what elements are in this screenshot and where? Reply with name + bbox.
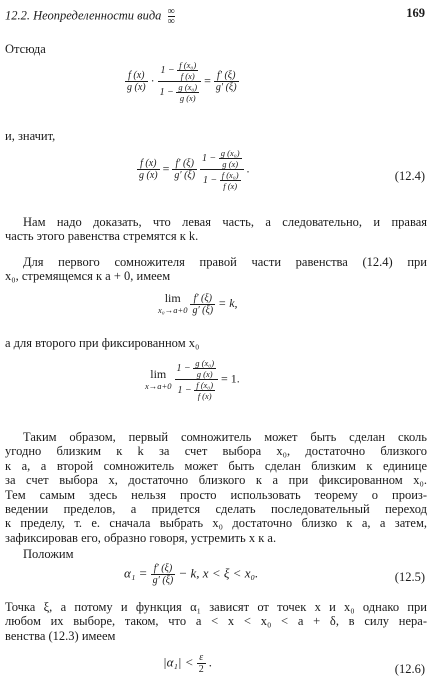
frac-eps-over-2 [197,652,206,675]
minus: − [184,384,192,396]
big-fraction [175,358,219,401]
minus: − [184,362,191,374]
frac-den: g′ (ξ) [215,82,237,93]
para3-line: за счет выбора x, достаточно близкого к a при фиксированном x₀. [5,473,427,488]
lim-word: lim [164,291,181,305]
para3-line: ведении пределов, а придется сделать последовательный переход [5,502,427,517]
lim-subscript: x→a+0 [145,380,172,391]
paragraph-3 [5,430,427,545]
lim-operator [145,368,172,392]
text-a-dlya: а для второго при фиксированном x₀ [5,336,200,350]
inner-den: f (x) [177,70,198,81]
para1-line1: Нам надо доказать, что левая часть, а следовательно, и правая [23,215,427,229]
big-num [158,60,202,81]
frac-den: g′ (ξ) [174,170,196,181]
frac-num: f (x) [140,158,157,169]
paragraph-4 [5,600,427,643]
text-i-znachit: и, значит, [5,129,56,143]
dot-op: · [150,73,155,88]
one: 1 [177,384,183,396]
big-num [200,148,244,169]
limit-equation-2 [145,358,240,401]
inner-frac-g [193,358,216,379]
frac-fp-over-gp [151,563,176,586]
frac-fp-over-gp [214,70,239,93]
inner-frac-g [219,148,242,169]
big-fraction [200,148,244,191]
frac-num: f (x) [128,70,145,81]
frac-fp-over-gp [172,158,197,181]
frac-num: f′ (ξ) [193,292,212,304]
period: . [209,654,213,670]
frac-den: g (x) [139,170,158,181]
frac-num: f′ (ξ) [175,158,194,169]
inf-den: ∞ [167,16,175,27]
limit-equation-1 [158,292,238,316]
para3-line: зафиксировав его, образно говоря, устремить x к a. [5,530,277,545]
big-den [175,379,219,401]
eq-number-12-4: (12.4) [394,169,425,183]
paragraph-1 [5,215,427,244]
para4-line: Точка ξ, а потому и функция α₁ зависят от точек x и x₀ однако при [5,600,427,614]
frac-num: f′ (ξ) [153,563,173,574]
one: 1 [176,362,182,374]
frac-den: g (x) [127,82,146,93]
abs-alpha: |α₁| < [163,654,194,670]
text-otsyuda: Отсюда [5,42,46,56]
big-den [158,81,202,103]
inner-num: g (x₀) [178,82,198,92]
alpha1: α₁ = [124,565,148,581]
inner-frac-f [194,380,215,401]
equals: = [162,161,170,176]
inner-den: g (x) [176,92,199,103]
para3-line: к пределу, т. е. сначала выбрать x₀ достаточно близко к a, а затем, [5,516,427,531]
inner-frac-f [177,60,198,81]
equals-one: = 1. [221,371,240,386]
eq-number-12-6: (12.6) [394,662,425,676]
frac-fp-over-gp [190,293,215,316]
page-header [5,3,425,25]
infinity-fraction [168,7,175,26]
paragraph-2 [5,255,427,284]
one: 1 [202,152,208,164]
text-polozhim: Положим [23,547,74,561]
frac-den: g′ (ξ) [152,575,174,586]
one: 1 [159,86,165,98]
para2-line2: x₀, стремящемся к a + 0, имеем [5,269,171,284]
inner-den: g (x) [219,158,242,169]
para3-line: угодно близким к k за счет выбора x₀, достаточно близкого [5,444,427,459]
minus: − [210,174,218,186]
equals: = [204,73,211,88]
running-title-text: 12.2. Неопределенности вида [5,8,162,23]
inner-frac-f [220,170,241,191]
inner-frac-g [176,82,199,103]
big-num [175,358,219,379]
frac-num: ε [199,652,204,663]
minus: − [167,86,174,98]
one: 1 [160,64,166,76]
frac-f-over-g [125,70,148,93]
one: 1 [202,174,208,186]
inner-num: f (x₀) [221,170,239,180]
para2-line1: Для первого сомножителя правой части равенства (12.4) при [23,255,427,269]
para3-line: Таким образом, первый сомножитель может быть сделан сколь [23,430,427,444]
running-title [5,7,175,26]
big-fraction [158,60,202,103]
lim-word: lim [150,366,167,381]
frac-den: 2 [198,664,204,675]
lim-operator [158,292,187,316]
lim-subscript: x₀→a+0 [158,305,188,315]
inner-num: g (x₀) [220,148,240,158]
para4-line: любом их выборе, таком, что a < x < x₀ < a + δ, в силу нера- [5,614,427,629]
equation-12-4 [137,148,250,191]
frac-f-over-g [137,158,160,181]
equation-1 [125,60,239,103]
inner-den: f (x) [194,390,215,401]
period: . [246,161,250,176]
equation-12-5 [124,563,258,586]
inner-num: f (x₀) [179,60,197,70]
eq-number-12-5: (12.5) [394,570,425,584]
inner-num: g (x₀) [195,358,215,368]
inner-num: f (x₀) [196,380,214,390]
para3-line: Тем самым здесь нельзя просто использовать теорему о произ- [5,487,427,502]
equals-k: = k, [218,295,238,310]
para3-line: к a, а второй сомножитель может быть сделан близким к единице [5,458,427,473]
equation-12-6 [163,652,212,675]
inf-num: ∞ [167,6,175,17]
eq5-tail: − k, x < ξ < x₀. [178,565,259,581]
minus: − [209,152,217,164]
inner-den: g (x) [193,368,216,379]
minus: − [168,64,175,76]
para1-line2: часть этого равенства стремятся к k. [5,229,199,244]
frac-den: g′ (ξ) [192,304,214,316]
big-den [200,169,244,191]
page-number: 169 [406,6,425,20]
frac-num: f′ (ξ) [217,70,236,81]
inner-den: f (x) [220,180,241,191]
para4-line: венства (12.3) имеем [5,628,116,643]
